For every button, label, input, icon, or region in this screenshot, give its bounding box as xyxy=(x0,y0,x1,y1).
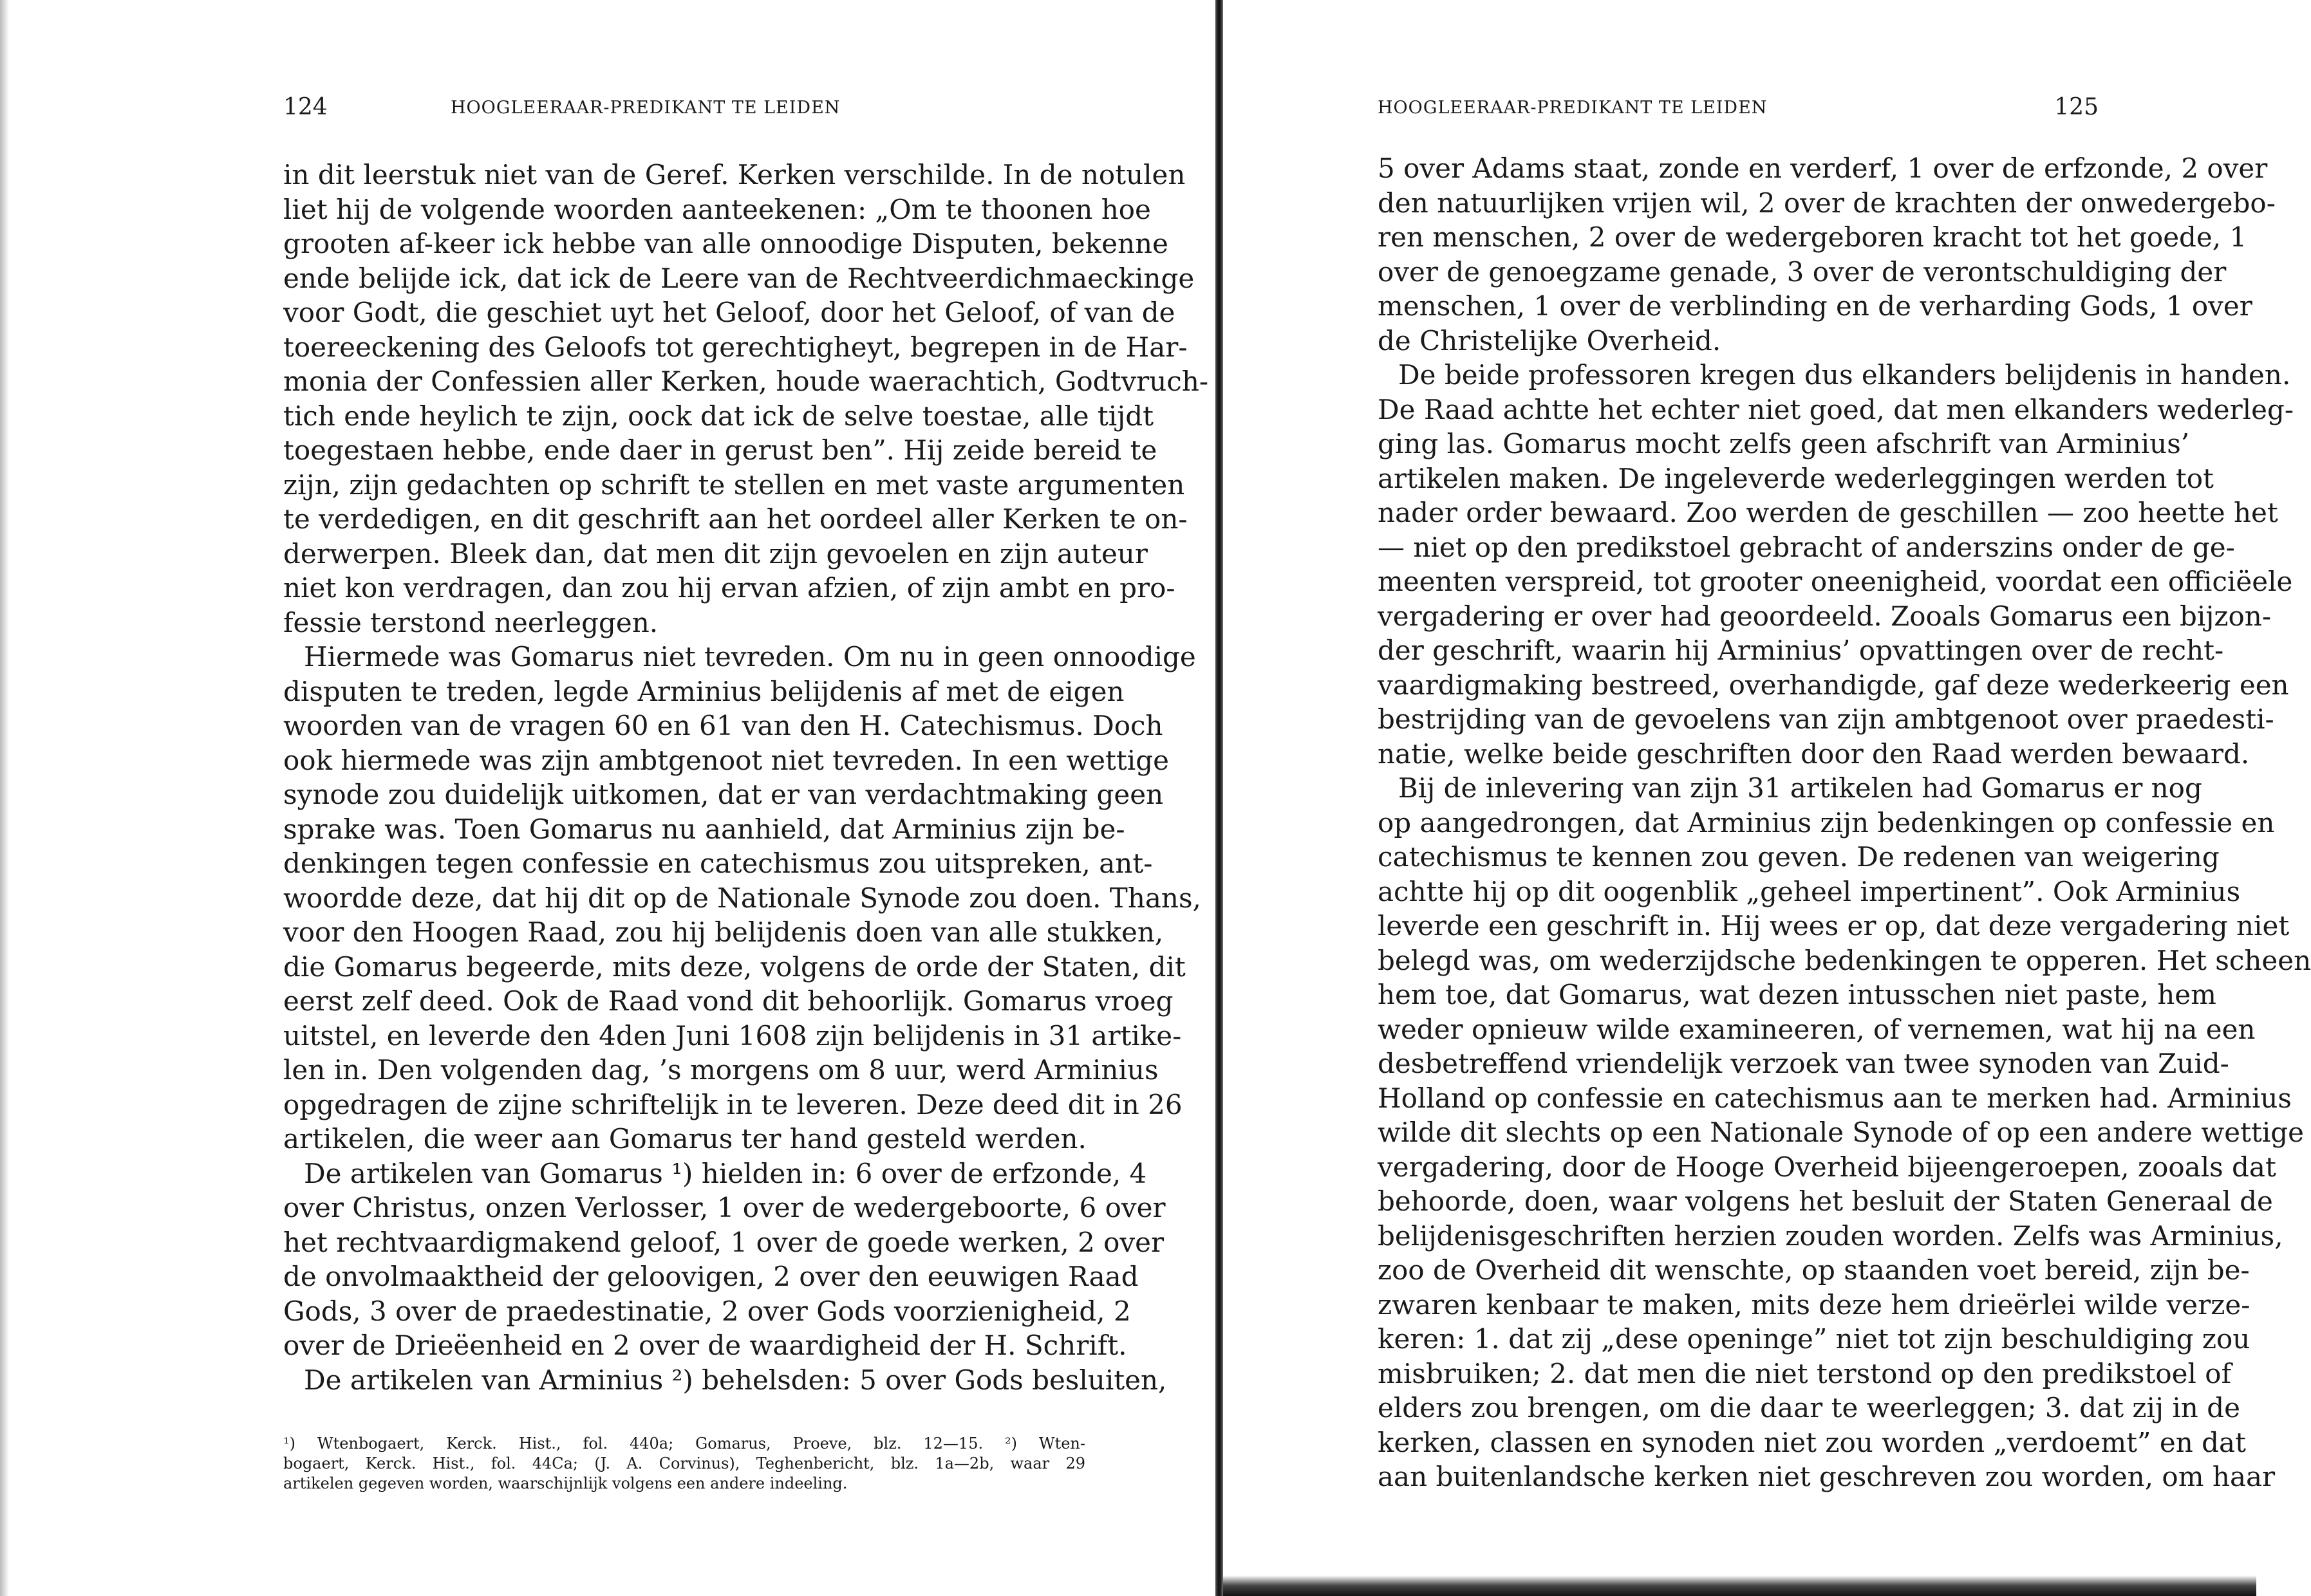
page-number: 125 xyxy=(2054,94,2099,120)
text-line: vaardigmaking bestreed, overhandigde, gaf deze wederkeerig een xyxy=(1378,669,2289,701)
text-line: desbetreffend vriendelijk verzoek van twee synoden van Zuid- xyxy=(1378,1048,2229,1079)
text-line: elders zou brengen, om die daar te weerleggen; 3. dat zij in de xyxy=(1378,1392,2240,1424)
book-gutter-shadow xyxy=(1215,0,1223,1596)
text-line: kerken, classen en synoden niet zou worden „verdoemt” en dat xyxy=(1378,1426,2246,1458)
paragraph xyxy=(1378,771,2311,1494)
paragraph xyxy=(283,1363,1167,1398)
paragraph xyxy=(283,158,1209,640)
text-line: toereeckening des Geloofs tot gerechtigheyt, begrepen in de Har- xyxy=(283,331,1188,363)
text-line: liet hij de volgende woorden aanteekenen: „Om te thoonen hoe xyxy=(283,193,1151,225)
text-line: leverde een geschrift in. Hij wees er op, dat deze vergadering niet xyxy=(1378,910,2290,942)
text-line: bestrijding van de gevoelens van zijn ambtgenoot over praedesti- xyxy=(1378,703,2274,735)
text-line: op aangedrongen, dat Arminius zijn bedenkingen op confessie en xyxy=(1378,806,2275,839)
text-line: Holland op confessie en catechismus aan te merken had. Arminius xyxy=(1378,1082,2292,1114)
text-line: over de genoegzame genade, 3 over de verontschuldiging der xyxy=(1378,255,2227,288)
text-line: monia der Confessien aller Kerken, houde waerachtich, Godtvruch- xyxy=(283,366,1209,397)
text-line: voor Godt, die geschiet uyt het Geloof, door het Geloof, of van de xyxy=(283,297,1175,328)
text-line: belegd was, om wederzijdsche bedenkingen te opperen. Het scheen xyxy=(1378,944,2311,976)
text-line: — niet op den predikstoel gebracht of anderszins onder de ge- xyxy=(1378,531,2235,563)
text-line: denkingen tegen confessie en catechismus zou uitspreken, ant- xyxy=(283,848,1153,879)
text-line: ren menschen, 2 over de wedergeboren kracht tot het goede, 1 xyxy=(1378,221,2247,253)
page-number: 124 xyxy=(283,94,328,120)
text-line: synode zou duidelijk uitkomen, dat er van verdachtmaking geen xyxy=(283,779,1164,810)
paragraph xyxy=(283,1156,1166,1363)
text-line: niet kon verdragen, dan zou hij ervan afzien, of zijn ambt en pro- xyxy=(283,572,1175,604)
text-line: wilde dit slechts op een Nationale Synode of op een andere wettige xyxy=(1378,1117,2304,1148)
text-line: 5 over Adams staat, zonde en verderf, 1 over de erfzonde, 2 over xyxy=(1378,153,2268,184)
text-line: woorden van de vragen 60 en 61 van den H. Catechismus. Doch xyxy=(283,710,1163,741)
text-line: menschen, 1 over de verblinding en de verharding Gods, 1 over xyxy=(1378,290,2252,322)
text-line: natie, welke beide geschriften door den Raad werden bewaard. xyxy=(1378,738,2250,770)
text-line: toegestaen hebbe, ende daer in gerust ben”. Hij zeide bereid te xyxy=(283,434,1157,466)
text-line: de Christelijke Overheid. xyxy=(1378,324,1721,357)
text-line: achtte hij op dit oogenblik „geheel impertinent”. Ook Arminius xyxy=(1378,875,2241,907)
text-line: eerst zelf deed. Ook de Raad vond dit behoorlijk. Gomarus vroeg xyxy=(283,985,1174,1017)
text-line: zwaren kenbaar te maken, mits deze hem drieërlei wilde verze- xyxy=(1378,1288,2250,1321)
text-line: voor den Hoogen Raad, zou hij belijdenis doen van alle stukken, xyxy=(283,916,1164,948)
text-line: het rechtvaardigmakend geloof, 1 over de goede werken, 2 over xyxy=(283,1226,1165,1258)
footnote-line: artikelen gegeven worden, waarschijnlijk volgens een andere indeeling. xyxy=(283,1474,848,1492)
right-page-body xyxy=(1378,151,2311,1494)
text-line: De artikelen van Gomarus ¹) hielden in: 6 over de erfzonde, 4 xyxy=(304,1157,1147,1189)
text-line: ging las. Gomarus mocht zelfs geen afschrift van Arminius’ xyxy=(1378,428,2190,459)
text-line: Bij de inlevering van zijn 31 artikelen had Gomarus er nog xyxy=(1398,772,2202,804)
text-line: keren: 1. dat zij „dese openinge” niet tot zijn beschuldiging zou xyxy=(1378,1323,2250,1355)
text-line: Hiermede was Gomarus niet tevreden. Om nu in geen onnoodige xyxy=(304,641,1196,673)
footnote-line: bogaert, Kerck. Hist., fol. 44Ca; (J. A. Corvinus), Teghenbericht, blz. 1a—2b, waar 29 xyxy=(283,1454,1085,1472)
text-line: uitstel, en leverde den 4den Juni 1608 zijn belijdenis in 31 artike- xyxy=(283,1019,1182,1052)
text-line: meenten verspreid, tot grooter oneenigheid, voordat een officiëele xyxy=(1378,566,2293,597)
text-line: disputen te treden, legde Arminius belijdenis af met de eigen xyxy=(283,675,1125,707)
text-line: grooten af-keer ick hebbe van alle onnoodige Disputen, bekenne xyxy=(283,228,1168,259)
text-line: hem toe, dat Gomarus, wat dezen intusschen niet paste, hem xyxy=(1378,979,2216,1010)
text-line: artikelen maken. De ingeleverde wederleggingen werden tot xyxy=(1378,462,2214,494)
text-line: zoo de Overheid dit wenschte, op staanden voet bereid, zijn be- xyxy=(1378,1254,2250,1286)
text-line: vergadering, door de Hooge Overheid bijeengeroepen, zooals dat xyxy=(1378,1151,2276,1183)
text-line: aan buitenlandsche kerken niet geschreven zou worden, om haar xyxy=(1378,1461,2276,1492)
text-line: derwerpen. Bleek dan, dat men dit zijn gevoelen en zijn auteur xyxy=(283,537,1148,570)
text-line: zijn, zijn gedachten op schrift te stellen en met vaste argumenten xyxy=(283,469,1185,501)
text-line: belijdenisgeschriften herzien zouden worden. Zelfs was Arminius, xyxy=(1378,1220,2283,1252)
text-line: ook hiermede was zijn ambtgenoot niet tevreden. In een wettige xyxy=(283,744,1169,776)
footnotes xyxy=(283,1434,1085,1494)
bottom-page-edge-shadow xyxy=(1223,1575,2256,1596)
text-line: vergadering er over had geoordeeld. Zooals Gomarus een bijzon- xyxy=(1378,600,2272,632)
text-line: misbruiken; 2. dat men die niet terstond op den predikstoel of xyxy=(1378,1357,2232,1389)
text-line: over de Drieëenheid en 2 over de waardigheid der H. Schrift. xyxy=(283,1330,1127,1361)
text-line: behoorde, doen, waar volgens het besluit der Staten Generaal de xyxy=(1378,1185,2273,1217)
text-line: woordde deze, dat hij dit op de Nationale Synode zou doen. Thans, xyxy=(283,882,1201,914)
paragraph xyxy=(1378,358,2294,771)
text-line: De artikelen van Arminius ²) behelsden: 5 over Gods besluiten, xyxy=(304,1364,1167,1396)
text-line: nader order bewaard. Zoo werden de geschillen — zoo heette het xyxy=(1378,497,2278,528)
text-line: De Raad achtte het echter niet goed, dat men elkanders wederleg- xyxy=(1378,393,2294,425)
left-page-body xyxy=(283,158,1209,1397)
text-line: Gods, 3 over de praedestinatie, 2 over Gods voorzienigheid, 2 xyxy=(283,1295,1131,1327)
footnote-line: ¹) Wtenbogaert, Kerck. Hist., fol. 440a; Gomarus, Proeve, blz. 12—15. ²) Wten- xyxy=(283,1434,1085,1452)
text-line: der geschrift, waarin hij Arminius’ opvattingen over de recht- xyxy=(1378,635,2224,666)
text-line: catechismus te kennen zou geven. De redenen van weigering xyxy=(1378,841,2220,873)
running-title: HOOGLEERAAR-PREDIKANT TE LEIDEN xyxy=(451,98,841,118)
text-line: die Gomarus begeerde, mits deze, volgens de orde der Staten, dit xyxy=(283,951,1186,983)
text-line: te verdedigen, en dit geschrift aan het oordeel aller Kerken te on- xyxy=(283,503,1188,535)
text-line: den natuurlijken vrijen wil, 2 over de krachten der onwedergebo- xyxy=(1378,187,2276,219)
text-line: de onvolmaaktheid der geloovigen, 2 over den eeuwigen Raad xyxy=(283,1261,1139,1292)
text-line: ende belijde ick, dat ick de Leere van de Rechtveerdichmaeckinge xyxy=(283,262,1195,294)
right-page xyxy=(1223,0,2311,1596)
text-line: fessie terstond neerleggen. xyxy=(283,606,659,638)
text-line: sprake was. Toen Gomarus nu aanhield, dat Arminius zijn be- xyxy=(283,813,1125,845)
text-line: weder opnieuw wilde examineeren, of vernemen, wat hij na een xyxy=(1378,1013,2256,1045)
text-line: len in. Den volgenden dag, ’s morgens om 8 uur, werd Arminius xyxy=(283,1054,1159,1086)
text-line: opgedragen de zijne schriftelijk in te leveren. Deze deed dit in 26 xyxy=(283,1088,1183,1120)
right-page-header xyxy=(1378,94,2099,126)
text-line: tich ende heylich te zijn, oock dat ick de selve toestae, alle tijdt xyxy=(283,400,1154,432)
text-line: in dit leerstuk niet van de Geref. Kerken verschilde. In de notulen xyxy=(283,159,1186,190)
paragraph xyxy=(1378,151,2276,358)
paragraph xyxy=(283,640,1201,1156)
text-line: artikelen, die weer aan Gomarus ter hand gesteld werden. xyxy=(283,1123,1087,1155)
text-line: De beide professoren kregen dus elkanders belijdenis in handen. xyxy=(1398,359,2291,391)
left-page-header xyxy=(283,94,1088,126)
running-title: HOOGLEERAAR-PREDIKANT TE LEIDEN xyxy=(1378,98,1768,118)
text-line: over Christus, onzen Verlosser, 1 over de wedergeboorte, 6 over xyxy=(283,1192,1166,1223)
